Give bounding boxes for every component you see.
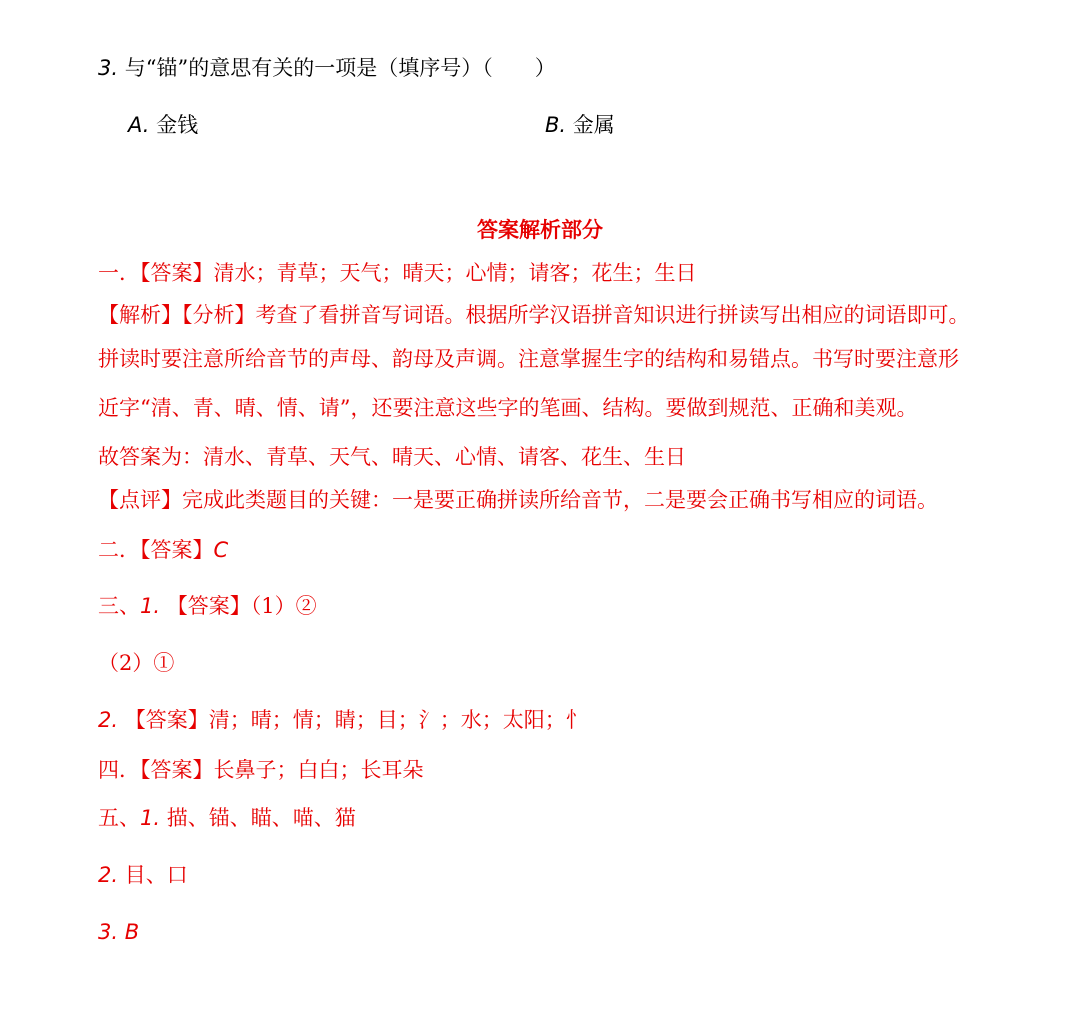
q4-answer: 四．【答案】长鼻子；白白；长耳朵 (98, 758, 424, 782)
option-a-label: A. (128, 113, 150, 137)
q1-analysis-line-1: 【解析】【分析】考查了看拼音写词语。根据所学汉语拼音知识进行拼读写出相应的词语即可。 (98, 303, 970, 327)
q3-1-answer-text: 【答案】（1）② (166, 594, 317, 618)
question-3-text: 与“锚”的意思有关的一项是（填序号）（ ） (124, 56, 556, 80)
q1-analysis-line-2: 拼读时要注意所给音节的声母、韵母及声调。注意掌握生字的结构和易错点。书写时要注意形 (98, 347, 959, 371)
q1-conclusion: 故答案为：清水、青草、天气、晴天、心情、请客、花生、生日 (98, 445, 686, 469)
q5-2-answer (98, 861, 188, 889)
q3-2-answer-text: 【答案】清；晴；情；睛；目；氵；水；太阳；忄 (124, 708, 587, 732)
option-a-text: 金钱 (156, 113, 199, 137)
q5-1-prefix: 五、 (98, 806, 140, 830)
q5-3-answer-text: B (124, 920, 140, 944)
option-b (545, 111, 615, 139)
q3-1-prefix: 三、 (98, 594, 140, 618)
option-a (128, 111, 198, 139)
q2-answer-value: C (213, 538, 229, 562)
q1-comment: 【点评】完成此类题目的关键：一是要正确拼读所给音节，二是要会正确书写相应的词语。 (98, 488, 938, 512)
q5-1-answer-text: 描、锚、瞄、喵、猫 (166, 806, 356, 830)
q3-2-answer (98, 706, 587, 734)
q5-3-number: 3. (98, 920, 119, 944)
q1-analysis-line-3: 近字“清、青、晴、情、请”，还要注意这些字的笔画、结构。要做到规范、正确和美观。 (98, 396, 918, 420)
question-3-number: 3. (98, 56, 119, 80)
q1-answer: 一．【答案】清水；青草；天气；晴天；心情；请客；花生；生日 (98, 261, 697, 285)
answer-section-title: 答案解析部分 (477, 217, 603, 242)
option-b-label: B. (545, 113, 567, 137)
q3-1-number: 1. (140, 594, 161, 618)
q5-2-number: 2. (98, 863, 119, 887)
question-3 (98, 54, 556, 82)
q3-1-answer (98, 592, 317, 620)
q2-answer-prefix: 二．【答案】 (98, 538, 214, 562)
q5-3-answer (98, 918, 139, 946)
option-b-text: 金属 (572, 113, 615, 137)
q3-1-part-2: （2）① (98, 651, 175, 675)
q3-2-number: 2. (98, 708, 119, 732)
q5-1-answer (98, 804, 356, 832)
q2-answer (98, 536, 228, 564)
q5-1-number: 1. (140, 806, 161, 830)
q5-2-answer-text: 目、口 (124, 863, 188, 887)
